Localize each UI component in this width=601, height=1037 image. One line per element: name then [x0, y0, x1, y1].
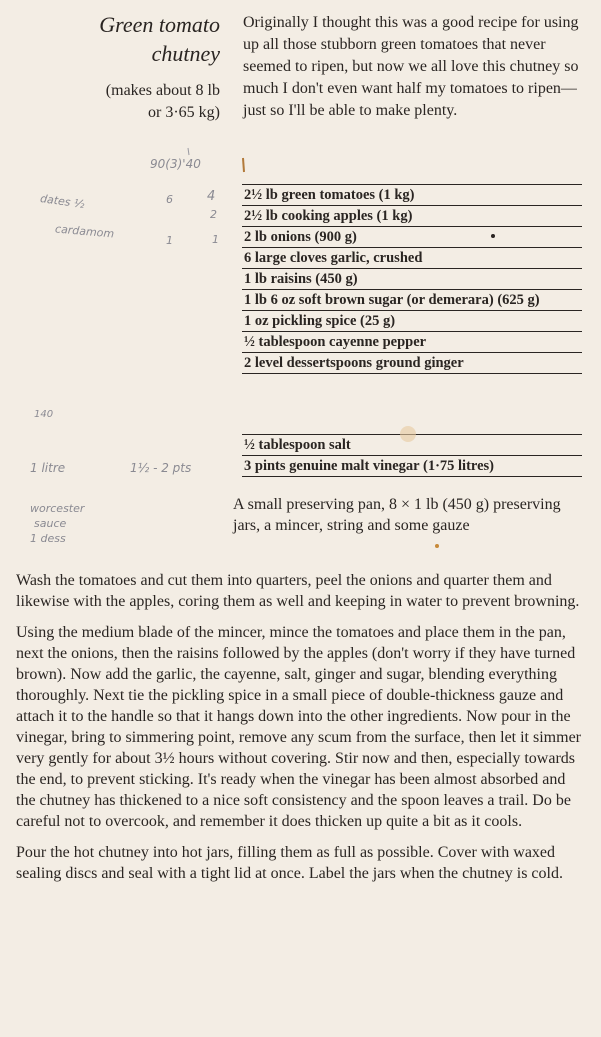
recipe-title-line1: Green tomato: [99, 12, 220, 37]
handwritten-note: 1: [166, 234, 173, 247]
handwritten-note: 90(3)'40: [150, 157, 201, 171]
handwritten-note: sauce: [34, 517, 67, 530]
ingredient-item: 3 pints genuine malt vinegar (1·75 litres): [242, 456, 582, 477]
recipe-yield-line1: (makes about 8 lb: [105, 82, 220, 99]
ingredient-item: 1 lb 6 oz soft brown sugar (or demerara) (625 g): [242, 290, 582, 311]
handwritten-note: 2: [210, 208, 217, 221]
pencil-tick: [188, 148, 189, 155]
recipe-title-line2: chutney: [151, 41, 220, 66]
handwritten-note: 1 litre: [30, 461, 66, 475]
ingredient-item: ½ tablespoon cayenne pepper: [242, 332, 582, 353]
ingredient-item: ½ tablespoon salt: [242, 434, 582, 456]
ingredient-item: 2½ lb green tomatoes (1 kg): [242, 184, 582, 206]
handwritten-note: 1½ - 2 pts: [130, 461, 192, 475]
recipe-yield-line2: or 3·65 kg): [148, 104, 220, 121]
handwritten-note: 1 dess: [30, 532, 66, 545]
ingredient-item: 2½ lb cooking apples (1 kg): [242, 206, 582, 227]
ingredient-item: 6 large cloves garlic, crushed: [242, 248, 582, 269]
stain-dot: [491, 234, 495, 238]
method-paragraph: Using the medium blade of the mincer, mince the tomatoes and place them in the pan, next the onions, then the raisins followed by the apples (don't worry if they have turned brown). Now add the garlic, the cayenne, salt, ginger and sugar, blending everything thoroughly. Next tie the pickling spice in a small piece of double-thickness gauze and attach it to the handle so that it hangs down into the other ingredients. Now pour in the vinegar, bring to simmering point, remove any scum from the surface, then let it simmer very gently for about 3½ hours without covering. Stir now and then, especially towards the end, to prevent sticking. It's ready when the vinegar has been almost absorbed and the chutney has thickened to a nice soft consistency and the spoon leaves a trail. Do be careful not to overcook, and remember it does thicken up quite a bit as it cools.: [16, 624, 581, 830]
ingredient-item: 2 lb onions (900 g): [242, 227, 582, 248]
method-paragraph: Pour the hot chutney into hot jars, filling them as full as possible. Cover with waxed sealing discs and seal with a tight lid at once. Label the jars when the chutney is cold.: [16, 844, 563, 882]
ingredient-item: 1 oz pickling spice (25 g): [242, 311, 582, 332]
handwritten-note: 4: [207, 189, 216, 204]
handwritten-note: worcester: [30, 502, 85, 515]
ingredient-item: 1 lb raisins (450 g): [242, 269, 582, 290]
pencil-tick: [243, 158, 244, 172]
method-paragraph: Wash the tomatoes and cut them into quarters, peel the onions and quarter them and likewise with the apples, coring them as well and keeping in water to prevent browning.: [16, 572, 580, 610]
handwritten-note: 140: [34, 409, 54, 420]
handwritten-note: 6: [166, 193, 173, 206]
recipe-intro: Originally I thought this was a good recipe for using up all those stubborn green tomatoes that never seemed to ripen, but now we all love this chutney so much I don't even want half my tomatoes to ripen—just so I'll be able to make plenty.: [243, 14, 579, 119]
ingredient-item: 2 level dessertspoons ground ginger: [242, 353, 582, 374]
handwritten-note: dates ½: [39, 191, 86, 212]
equipment-text: A small preserving pan, 8 × 1 lb (450 g) preserving jars, a mincer, string and some gauze: [233, 496, 561, 534]
handwritten-note: 1: [212, 233, 219, 246]
stain-dot: [435, 544, 439, 548]
stain-dot: [400, 426, 416, 442]
handwritten-note: cardamom: [54, 222, 115, 241]
